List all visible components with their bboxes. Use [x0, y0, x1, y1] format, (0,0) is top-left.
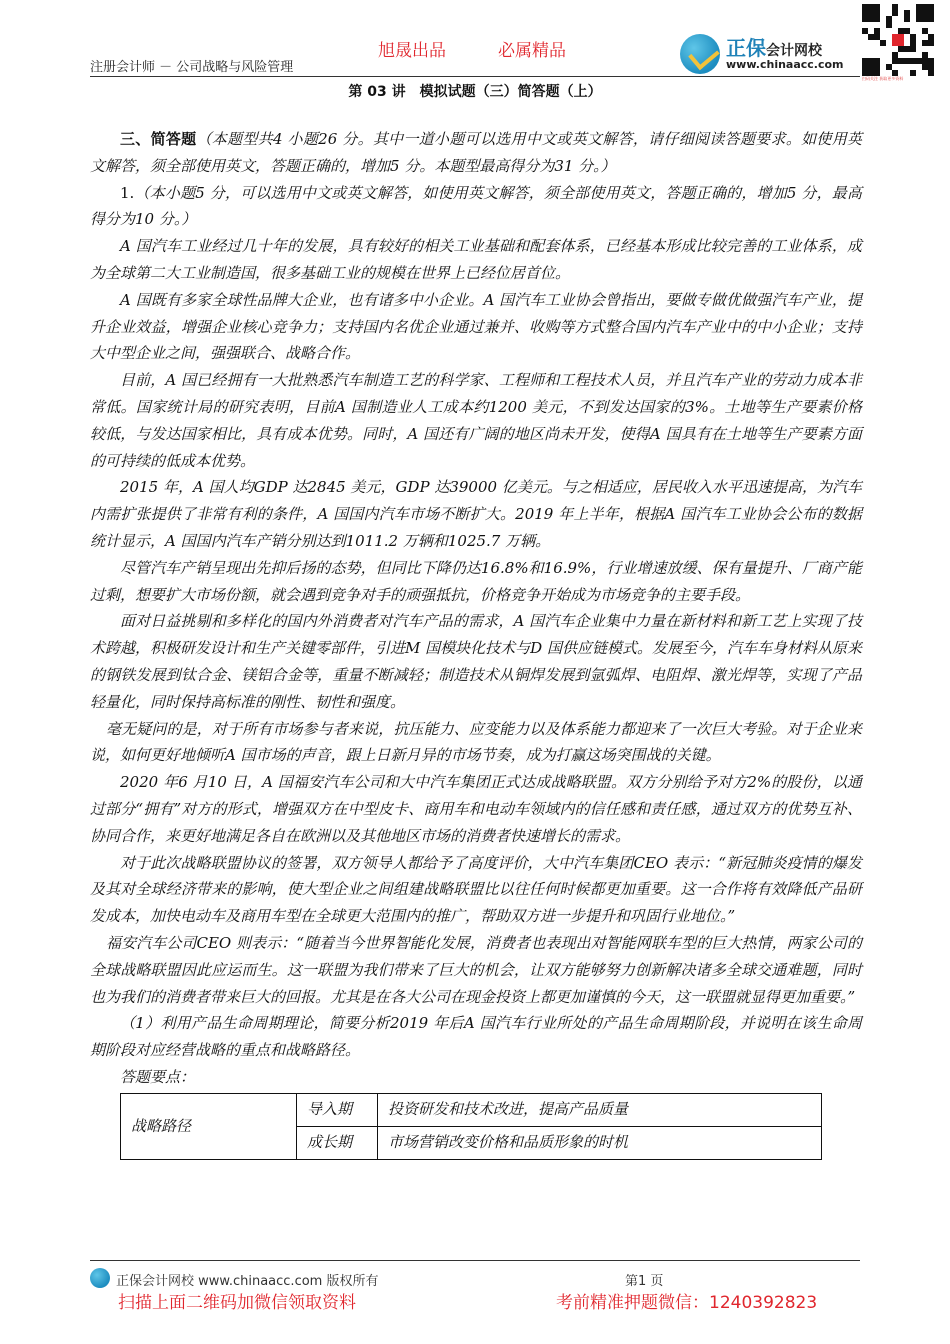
logo-url: www.chinaacc.com [726, 58, 844, 71]
table-stage-cell: 成长期 [297, 1126, 378, 1159]
answer-table [120, 1093, 822, 1160]
footer-copyright: 正保会计网校 www.chinaacc.com 版权所有 [116, 1274, 379, 1289]
footer-logo-icon [90, 1268, 110, 1288]
lecture-title: 第 03 讲 模拟试题（三）简答题（上） [348, 84, 602, 100]
table-row [121, 1093, 822, 1126]
footer-divider [90, 1260, 860, 1261]
logo-title [726, 32, 822, 61]
section-heading: 三、简答题 [120, 130, 197, 148]
slogan-left: 旭晟出品 [378, 41, 446, 61]
case-paragraph: 毫无疑问的是，对于所有市场参与者来说，抗压能力、应变能力以及体系能力都迎来了一次巨大考验。对于企业来说，如何更好地倾听A 国市场的声音，跟上日新月异的市场节奏，成为打赢这场突围战的关键。 [90, 719, 862, 765]
case-paragraph: 福安汽车公司CEO 则表示：“随着当今世界智能化发展，消费者也表现出对智能网联车型的巨大热情，两家公司的全球战略联盟因此应运而生。这一联盟为我们带来了巨大的机会，让双方能够努力创新解决诸多全球交通难题，同时也为我们的消费者带来巨大的回报。尤其是在各大公司在现金投资上都更加谨慎的今天，这一联盟就显得更加重要。” [90, 933, 862, 1006]
table-stage-cell: 导入期 [297, 1093, 378, 1126]
table-group-cell: 战略路径 [121, 1093, 297, 1159]
slogan-right: 必属精品 [498, 41, 566, 61]
page-number: 第1 页 [625, 1274, 664, 1289]
logo-brand: 正保 [726, 36, 766, 60]
logo-icon [680, 34, 720, 74]
qr-code-icon [862, 4, 934, 76]
case-paragraph: A 国既有多家全球性品牌大企业，也有诸多中小企业。A 国汽车工业协会曾指出，要做专做优做强汽车产业，提升企业效益，增强企业核心竞争力；支持国内名优企业通过兼并、收购等方式整合国内汽车产业中的中小企业；支持大中型企业之间，强强联合、战略合作。 [90, 290, 862, 363]
subquestion: （1）利用产品生命周期理论，简要分析2019 年后A 国汽车行业所处的产品生命周期阶段，并说明在该生命周期阶段对应经营战略的重点和战略路径。 [90, 1014, 862, 1060]
case-paragraph: 2015 年，A 国人均GDP 达2845 美元，GDP 达39000 亿美元。与之相适应，居民收入水平迅速提高，为汽车内需扩张提供了非常有利的条件，A 国国内汽车市场不断扩大。2019 年上半年，根据A 国汽车工业协会公布的数据统计显示，A 国国内汽车产销分别达到1011.2 万辆和1025.7 万辆。 [90, 478, 862, 550]
answer-label: 答题要点： [120, 1067, 196, 1086]
case-paragraph: 面对日益挑剔和多样化的国内外消费者对汽车产品的需求，A 国汽车企业集中力量在新材料和新工艺上实现了技术跨越，积极研发设计和生产关键零部件，引进M 国模块化技术与D 国供应链模式。发展至今，汽车车身材料从原来的钢铁发展到钛合金、镁铝合金等，重量不断减轻；制造技术从铜焊发展到氩弧焊、电阻焊、激光焊等，实现了产品轻量化，同时保持高标准的刚性、韧性和强度。 [90, 612, 862, 711]
chinaacc-logo[interactable] [680, 30, 860, 74]
qr-caption: 扫码关注 获取更多资料 [862, 76, 904, 81]
section-intro [90, 126, 862, 180]
course-name: 注册会计师 － 公司战略与风险管理 [90, 60, 294, 75]
logo-sub: 会计网校 [766, 43, 822, 59]
table-content-cell: 投资研发和技术改进，提高产品质量 [378, 1093, 822, 1126]
question-number: 1. [120, 183, 135, 202]
header-divider [90, 76, 860, 77]
case-paragraph: 尽管汽车产销呈现出先抑后扬的态势，但同比下降仍达16.8%和16.9%，行业增速放缓、保有量提升、厂商产能过剩，想要扩大市场份额，就会遇到竞争对手的顽强抵抗，价格竞争开始成为市场竞争的主要手段。 [90, 558, 862, 604]
question-header [90, 180, 862, 234]
case-paragraph: A 国汽车工业经过几十年的发展，具有较好的相关工业基础和配套体系，已经基本形成比较完善的工业体系，成为全球第二大工业制造国，很多基础工业的规模在世界上已经位居首位。 [90, 237, 862, 282]
table-content-cell: 市场营销改变价格和品质形象的时机 [378, 1126, 822, 1159]
document-body [90, 126, 862, 1160]
qr-code[interactable] [862, 4, 934, 90]
question-note: （本小题5 分，可以选用中文或英文解答，如使用英文解答，须全部使用英文，答题正确的，增加5 分，最高得分为10 分。） [90, 183, 862, 229]
promo-right: 考前精准押题微信：1240392823 [556, 1293, 818, 1313]
section-note: （本题型共4 小题26 分。其中一道小题可以选用中文或英文解答，请仔细阅读答题要求。如使用英文解答，须全部使用英文，答题正确的，增加5 分。本题型最高得分为31 分。） [90, 130, 862, 175]
case-paragraph: 2020 年6 月10 日，A 国福安汽车公司和大中汽车集团正式达成战略联盟。双方分别给予对方2%的股份，以通过部分“拥有”对方的形式，增强双方在中型皮卡、商用车和电动车领域内的信任感和责任感，通过双方的优势互补、协同合作，来更好地满足各自在欧洲以及其他地区市场的消费者快速增长的需求。 [90, 773, 862, 845]
case-paragraph: 目前，A 国已经拥有一大批熟悉汽车制造工艺的科学家、工程师和工程技术人员，并且汽车产业的劳动力成本非常低。国家统计局的研究表明，目前A 国制造业人工成本约1200 美元，不到发达国家的3%。土地等生产要素价格较低，与发达国家相比，具有成本优势。同时，A 国还有广阔的地区尚未开发，使得A 国具有在土地等生产要素方面的可持续的低成本优势。 [90, 371, 862, 470]
case-paragraph: 对于此次战略联盟协议的签署，双方领导人都给予了高度评价，大中汽车集团CEO 表示：“新冠肺炎疫情的爆发及其对全球经济带来的影响，使大型企业之间组建战略联盟比以往任何时候都更加重要。这一合作将有效降低产品研发成本，加快电动车及商用车型在全球更大范围内的推广，帮助双方进一步提升和巩固行业地位。” [90, 853, 862, 926]
promo-left: 扫描上面二维码加微信领取资料 [118, 1293, 356, 1313]
